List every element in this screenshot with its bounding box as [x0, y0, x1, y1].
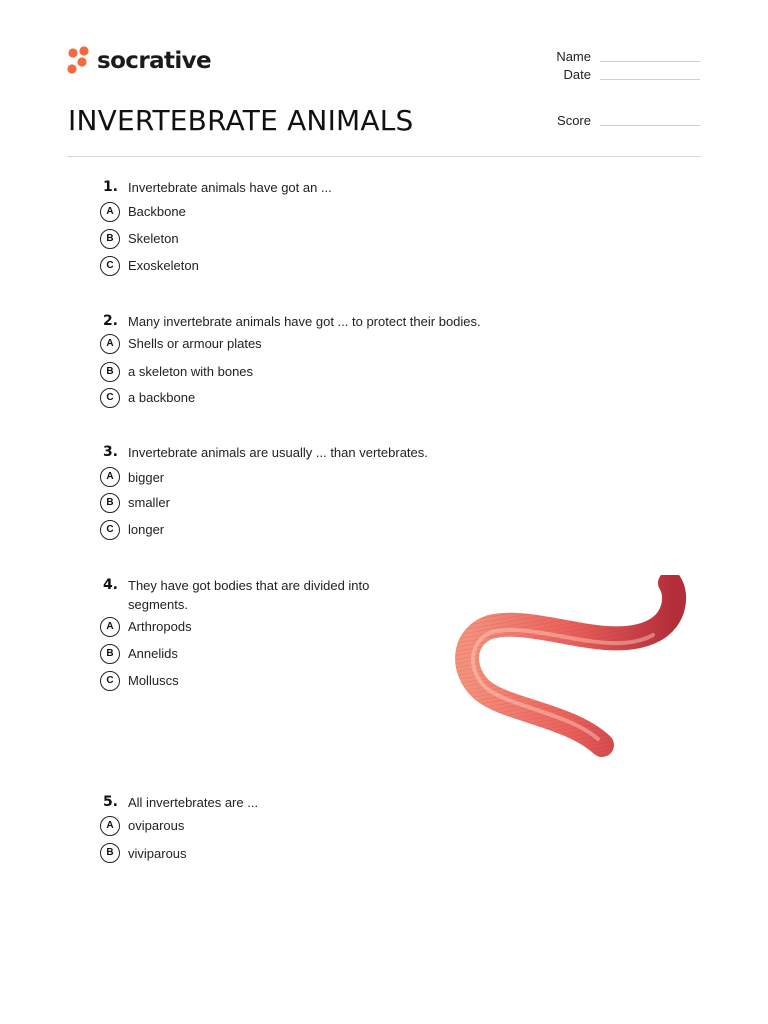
question-text: Invertebrate animals have got an ... [128, 180, 332, 195]
option-a-text: bigger [128, 470, 165, 485]
option-b-text: smaller [128, 495, 170, 510]
option-a-text: Backbone [128, 204, 186, 219]
date-label: Date [563, 67, 591, 82]
option-b-bubble[interactable]: B [100, 493, 120, 513]
option-c-bubble[interactable]: C [100, 520, 120, 540]
option-c-text: Exoskeleton [128, 258, 199, 273]
option-a-bubble[interactable]: A [100, 816, 120, 836]
name-field[interactable] [600, 61, 700, 62]
header-divider [68, 156, 701, 157]
date-field[interactable] [600, 79, 700, 80]
option-a-bubble[interactable]: A [100, 467, 120, 487]
question-text: All invertebrates are ... [128, 795, 259, 810]
option-b-bubble[interactable]: B [100, 362, 120, 382]
option-b-bubble[interactable]: B [100, 644, 120, 664]
option-c-bubble[interactable]: C [100, 388, 120, 408]
question-number: 2. [102, 313, 118, 329]
option-b-text: Annelids [128, 646, 178, 661]
question-text-line-1: They have got bodies that are divided into [128, 578, 370, 593]
option-b-bubble[interactable]: B [100, 843, 120, 863]
option-c-bubble[interactable]: C [100, 671, 120, 691]
earthworm-image [450, 575, 700, 760]
logo-wordmark: socrative [97, 48, 212, 74]
option-a-text: Arthropods [128, 619, 192, 634]
score-label: Score [557, 113, 591, 128]
option-a-bubble[interactable]: A [100, 334, 120, 354]
socrative-logo [67, 45, 211, 77]
socrative-logo-icon [67, 45, 91, 77]
question-text: Many invertebrate animals have got ... to protect their bodies. [128, 314, 481, 329]
page-title: INVERTEBRATE ANIMALS [68, 104, 414, 137]
question-number: 5. [102, 794, 118, 810]
question-number: 4. [102, 577, 118, 593]
option-c-bubble[interactable]: C [100, 256, 120, 276]
option-b-bubble[interactable]: B [100, 229, 120, 249]
question-text-line-2: segments. [128, 597, 188, 612]
option-c-text: longer [128, 522, 165, 537]
option-a-bubble[interactable]: A [100, 202, 120, 222]
question-number: 1. [102, 179, 118, 195]
option-a-bubble[interactable]: A [100, 617, 120, 637]
option-b-text: Skeleton [128, 231, 179, 246]
option-a-text: oviparous [128, 818, 185, 833]
option-a-text: Shells or armour plates [128, 336, 262, 351]
option-b-text: viviparous [128, 846, 187, 861]
option-b-text: a skeleton with bones [128, 364, 254, 379]
question-number: 3. [102, 444, 118, 460]
question-text: Invertebrate animals are usually ... than vertebrates. [128, 445, 428, 460]
option-c-text: a backbone [128, 390, 196, 405]
name-label: Name [556, 49, 591, 64]
score-field[interactable] [600, 125, 700, 126]
option-c-text: Molluscs [128, 673, 179, 688]
